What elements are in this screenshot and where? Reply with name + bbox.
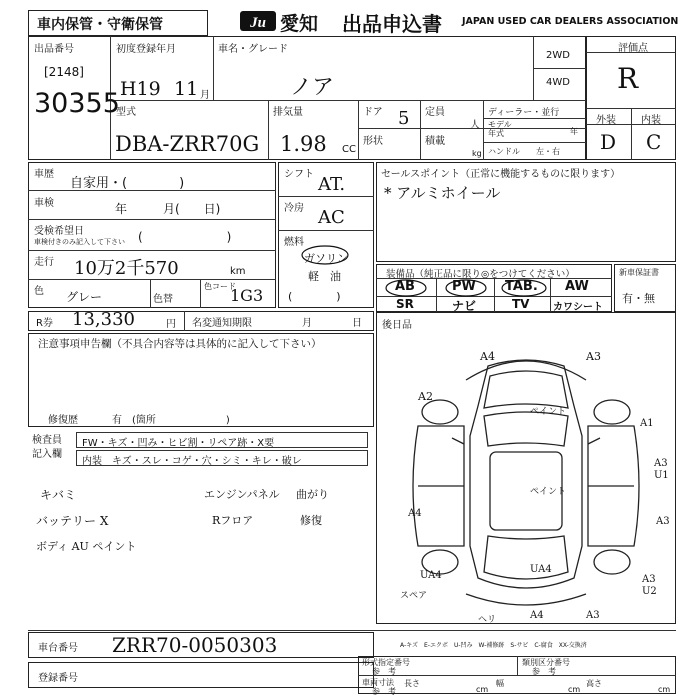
inspector-note-5: 曲がり xyxy=(296,488,329,501)
chassis-label: 車台番号 xyxy=(38,643,78,654)
inspector-note-4: エンジンパネル xyxy=(204,488,280,501)
registration-month-unit: 月 xyxy=(200,90,210,101)
inspector-note-3: ボディ AU ペイント xyxy=(36,540,137,553)
mark-10: ペイント xyxy=(530,487,567,497)
exterior-value: D xyxy=(600,130,617,154)
fuel-circle xyxy=(300,244,350,266)
storage-box xyxy=(28,10,208,36)
registration-label: 初度登録年月 xyxy=(116,44,176,55)
capacity-unit: 人 xyxy=(470,120,480,131)
warranty-label: 新車保証書 xyxy=(619,268,659,277)
model-label: 型式 xyxy=(116,107,136,118)
dealer-year-unit: 年 xyxy=(570,127,578,136)
mark-2: A3 xyxy=(586,350,601,363)
doors-label: ドア xyxy=(363,107,383,118)
aircon-value: AC xyxy=(318,207,345,228)
equip-sr: SR xyxy=(396,297,414,311)
registration-month: 11 xyxy=(174,78,199,100)
vehicle-dims-label: 車両寸法 xyxy=(362,678,394,687)
name-change-day: 日 xyxy=(352,318,362,329)
color-label: 色 xyxy=(34,286,44,297)
lot-label: 出品番号 xyxy=(34,44,74,55)
load-label: 積載 xyxy=(425,136,445,147)
sales-point-value: * アルミホイール xyxy=(384,184,501,202)
dims-ref-2: 参 考 xyxy=(532,667,556,676)
org-name: 愛知 xyxy=(280,13,319,35)
rating-value: R xyxy=(617,62,639,95)
handle-label: ハンドル xyxy=(488,147,520,156)
shape-label: 形状 xyxy=(363,136,383,147)
inspector-row1-text: FW・キズ・凹み・ヒビ割・リペア跡・X要 xyxy=(82,438,275,449)
notes-label: 注意事項申告欄（不具合内容等は具体的に記入して下さい） xyxy=(38,338,322,350)
fuel-gasoline: ガソリン xyxy=(304,252,348,265)
equip-circles xyxy=(384,278,564,298)
mark-14: U2 xyxy=(642,586,657,597)
logo-mark xyxy=(238,8,278,34)
shift-label: シフト xyxy=(284,169,314,180)
model-value: DBA-ZRR70G xyxy=(115,132,260,156)
mark-8: A3 xyxy=(656,516,670,527)
interior-label: 内装 xyxy=(641,115,661,126)
inspector-label: 検査員 記入欄 xyxy=(32,435,62,460)
mark-7: U1 xyxy=(654,470,669,481)
repair-label: 修復歴 xyxy=(48,415,78,426)
fuel-label: 燃料 xyxy=(284,237,304,248)
color-change-label: 色替 xyxy=(153,294,173,305)
mark-4: ペイント xyxy=(530,407,567,417)
mark-5: A1 xyxy=(640,418,654,429)
inspector-note-2: バッテリー X xyxy=(36,514,109,528)
displacement-label: 排気量 xyxy=(273,107,303,118)
recycle-value: 13,330 xyxy=(72,309,135,330)
displacement-unit: CC xyxy=(342,144,356,155)
inspector-note-7: 修復 xyxy=(300,514,322,527)
shift-value: AT. xyxy=(318,174,346,195)
rating-label: 評価点 xyxy=(618,43,648,54)
mark-15: スペア xyxy=(400,591,428,601)
mark-1: A4 xyxy=(480,350,495,363)
sales-point-label: セールスポイント（正常に機能するものに限ります） xyxy=(381,169,621,180)
receipt-label: 受検希望日 xyxy=(34,226,84,237)
repair-value: 有 (箇所 ) xyxy=(112,415,230,426)
height-label: 高さ xyxy=(586,679,602,688)
history-value: 自家用・( ) xyxy=(70,176,185,191)
displacement-value: 1.98 xyxy=(280,132,327,156)
car-name-label: 車名・グレード xyxy=(218,44,288,55)
dims-label: 形式指定番号 xyxy=(362,658,410,667)
receipt-note: 車検付きのみ記入して下さい xyxy=(34,238,125,246)
equip-navi: ナビ xyxy=(452,299,477,313)
color-value: グレー xyxy=(66,290,103,304)
recycle-label: R券 xyxy=(36,318,53,329)
registration-no-label: 登録番号 xyxy=(38,673,78,684)
receipt-value: ( ) xyxy=(138,230,232,244)
name-change-month: 月 xyxy=(302,318,312,329)
handle-value: 左・右 xyxy=(536,147,560,156)
mileage-value: 10万2千570 xyxy=(74,258,179,279)
history-label: 車歴 xyxy=(34,169,54,180)
car-name-value: ノア xyxy=(290,75,335,100)
form-title: 出品申込書 xyxy=(342,12,442,36)
dealer-model-year: モデル 年式 xyxy=(488,120,512,138)
lot-subnumber: [2148] xyxy=(44,65,84,79)
equip-tab: TAB. xyxy=(505,279,538,294)
dealer-label: ディーラー・並行 xyxy=(488,108,560,118)
equip-tv: TV xyxy=(512,297,530,311)
mileage-label: 走行 xyxy=(34,257,54,268)
inspection-label: 車検 xyxy=(34,198,54,209)
color-code-label: 色コード xyxy=(204,282,236,291)
ju-logo xyxy=(238,8,278,34)
load-unit: kg xyxy=(472,149,482,158)
mark-16: ヘリ xyxy=(478,615,497,625)
inspector-note-1: キバミ xyxy=(40,488,77,502)
mark-6: A3 xyxy=(654,458,668,469)
dims-ref-1: 参 考 xyxy=(372,667,396,676)
registration-no-box xyxy=(28,662,374,688)
inspector-row2-label: 内装 xyxy=(82,456,102,467)
name-change-label: 名変通知期限 xyxy=(192,318,252,329)
chassis-value: ZRR70-0050303 xyxy=(112,633,278,657)
type-label: 類別区分番号 xyxy=(522,658,570,667)
width-unit: cm xyxy=(568,685,581,694)
capacity-label: 定員 xyxy=(425,107,445,118)
drive-2wd: 2WD xyxy=(546,50,570,61)
mark-13: A3 xyxy=(642,574,656,585)
svg-text:Ju: Ju xyxy=(250,15,266,31)
diagram-legend: A-キズ E-エクボ U-凹み W-補修跡 S-サビ C-腐食 XX-交換済 xyxy=(400,642,587,649)
mark-3: A2 xyxy=(418,390,433,403)
registration-year: H19 xyxy=(120,78,161,100)
equip-aw: AW xyxy=(565,279,589,294)
inspection-value: 年 月( 日) xyxy=(115,202,221,216)
mark-18: A3 xyxy=(586,610,600,621)
equip-seat: カワシート xyxy=(553,302,603,313)
exterior-label: 外装 xyxy=(596,115,616,126)
warranty-value: 有・無 xyxy=(622,292,655,305)
equip-ab: AB xyxy=(395,279,415,294)
color-code-value: 1G3 xyxy=(230,286,264,305)
storage-label: 車内保管・守衛保管 xyxy=(37,17,163,33)
mark-9: A4 xyxy=(408,508,422,519)
doors-value: 5 xyxy=(398,108,410,129)
width-label: 幅 xyxy=(496,679,504,688)
inspector-note-6: Rフロア xyxy=(212,514,254,527)
lot-number: 30355 xyxy=(34,88,120,119)
height-unit: cm xyxy=(658,685,671,694)
fuel-paren: ( ) xyxy=(288,290,341,303)
recycle-unit: 円 xyxy=(166,319,176,330)
mark-12: UA4 xyxy=(530,564,552,575)
later-label: 後日品 xyxy=(382,320,412,331)
inspector-row2-text: キズ・スレ・コゲ・穴・シミ・キレ・破レ xyxy=(112,456,302,467)
length-unit: cm xyxy=(476,685,489,694)
length-label: 長さ xyxy=(404,679,420,688)
interior-value: C xyxy=(646,130,662,154)
org-english: JAPAN USED CAR DEALERS ASSOCIATION xyxy=(462,16,679,27)
mileage-unit: km xyxy=(230,266,246,277)
equipment-label: 装備品（純正品に限り◎をつけてください） xyxy=(386,269,575,280)
equip-pw: PW xyxy=(452,279,476,294)
drive-4wd: 4WD xyxy=(546,77,570,88)
mark-11: UA4 xyxy=(420,570,442,581)
vehicle-dims-ref: 参 考 xyxy=(372,687,396,696)
mark-17: A4 xyxy=(530,610,544,621)
fuel-diesel: 軽 油 xyxy=(308,270,341,283)
aircon-label: 冷房 xyxy=(284,203,304,214)
